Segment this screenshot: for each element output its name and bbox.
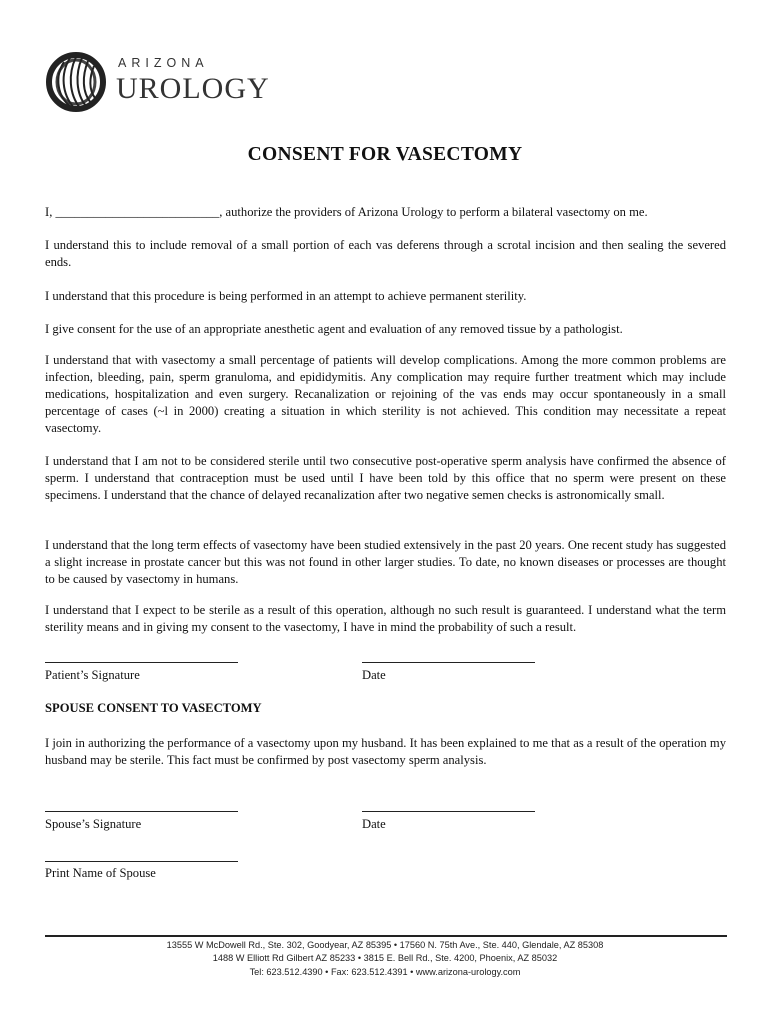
spouse-signature-line[interactable] <box>45 811 238 812</box>
spouse-date-label: Date <box>362 817 386 831</box>
footer-contact-line: Tel: 623.512.4390 • Fax: 623.512.4391 • www.arizona-urology.com <box>249 967 521 977</box>
paragraph-complications: I understand that with vasectomy a small percentage of patients will develop complications. Among the more common problems are infection, bleeding, pain, sperm granuloma, and epididymitis. Any complication may require further treatment which may include medications, hospitalization and even surgery. Recanalization or rejoining of the vas ends may occur spontaneously in a small percentage of cases (~l in 2000) creating a situation in which sterility is not achieved. This condition may necessitate a repeat vasectomy. <box>45 353 726 435</box>
document-title: CONSENT FOR VASECTOMY <box>247 144 523 165</box>
paragraph-long-term-effects: I understand that the long term effects of vasectomy have been studied extensively in the past 20 years. One recent study has suggested a slight increase in prostate cancer but this was not found in other larger studies. To date, no known diseases or processes are thought to be caused by vasectomy in humans. <box>45 538 726 586</box>
footer-address-line-1: 13555 W McDowell Rd., Ste. 302, Goodyear, AZ 85395 • 17560 N. 75th Ave., Ste. 440, Glendale, AZ 85308 <box>166 940 604 950</box>
paragraph-sterility: I understand that this procedure is being performed in an attempt to achieve permanent sterility. <box>45 289 527 303</box>
arizona-urology-logo-icon <box>44 52 108 112</box>
logo-urology-text: UROLOGY <box>116 72 270 105</box>
spouse-print-name-line[interactable] <box>45 861 238 862</box>
spouse-print-name-label: Print Name of Spouse <box>45 866 156 880</box>
patient-name-blank[interactable]: __________________________ <box>55 205 220 219</box>
spouse-signature-label: Spouse’s Signature <box>45 817 142 831</box>
patient-signature-line[interactable] <box>45 662 238 663</box>
intro-suffix: , authorize the providers of Arizona Urology to perform a bilateral vasectomy on me. <box>219 205 648 219</box>
spouse-section-heading: SPOUSE CONSENT TO VASECTOMY <box>45 701 262 715</box>
footer-divider <box>45 935 727 937</box>
paragraph-anesthetic: I give consent for the use of an appropriate anesthetic agent and evaluation of any removed tissue by a pathologist. <box>45 322 623 336</box>
paragraph-expectation: I understand that I expect to be sterile as a result of this operation, although no such result is guaranteed. I understand what the term sterility means and in giving my consent to the vasectomy, I have in mind the probability of such a result. <box>45 603 726 634</box>
intro-statement <box>45 204 726 221</box>
intro-prefix: I, <box>45 205 53 219</box>
spouse-date-line[interactable] <box>362 811 535 812</box>
paragraph-semen-analysis: I understand that I am not to be considered sterile until two consecutive post-operative sperm analysis have confirmed the absence of sperm. I understand that contraception must be used until I have been told by this office that no sperm were present on these specimens. I understand that the chance of delayed recanalization after two negative semen checks is astronomically small. <box>45 454 726 502</box>
footer-address-line-2: 1488 W Elliott Rd Gilbert AZ 85233 • 3815 E. Bell Rd., Ste. 4200, Phoenix, AZ 85032 <box>212 953 558 963</box>
patient-signature-label: Patient’s Signature <box>45 668 140 682</box>
spouse-consent-text: I join in authorizing the performance of a vasectomy upon my husband. It has been explained to me that as a result of the operation my husband may be sterile. This fact must be confirmed by post vasectomy sperm analysis. <box>45 736 726 767</box>
patient-date-line[interactable] <box>362 662 535 663</box>
paragraph-procedure: I understand this to include removal of a small portion of each vas deferens through a scrotal incision and then sealing the severed ends. <box>45 238 726 269</box>
patient-date-label: Date <box>362 668 386 682</box>
logo-arizona-text: ARIZONA <box>118 56 209 70</box>
